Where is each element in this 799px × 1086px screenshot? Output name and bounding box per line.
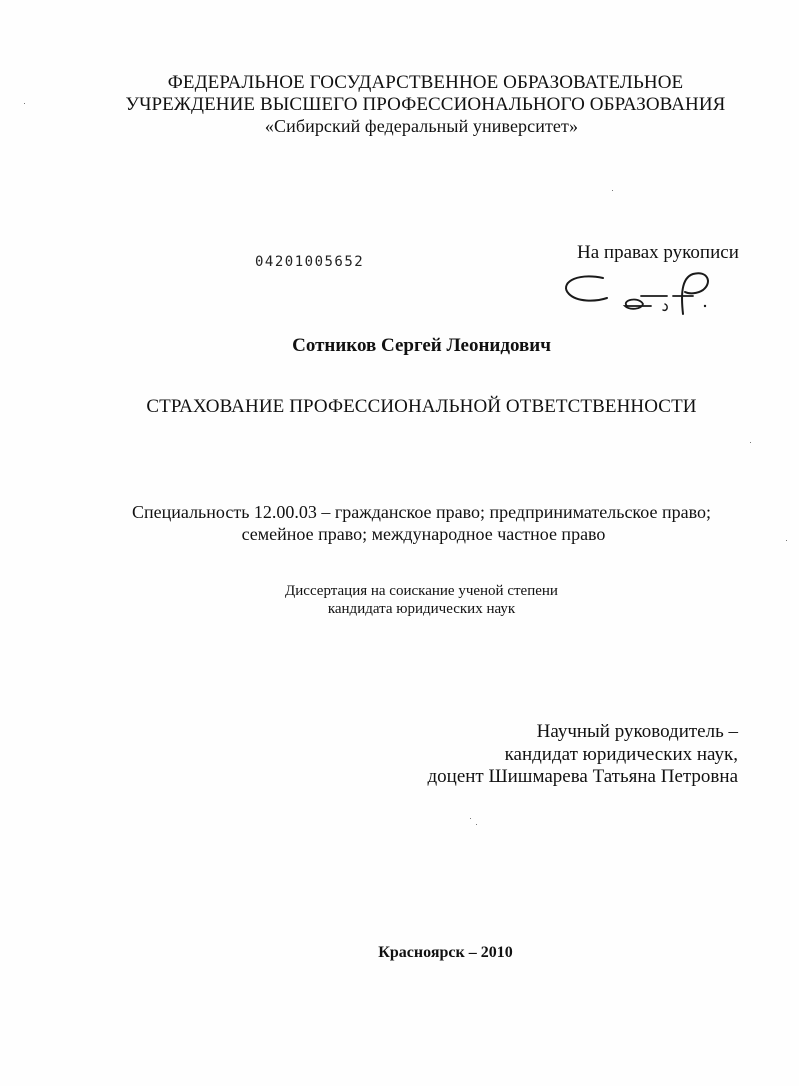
supervisor-name: доцент Шишмарева Татьяна Петровна <box>427 766 738 787</box>
scan-speck <box>750 442 751 443</box>
registration-code: 04201005652 <box>255 254 365 270</box>
institution-line-1: ФЕДЕРАЛЬНОЕ ГОСУДАРСТВЕННОЕ ОБРАЗОВАТЕЛЬНОЕ <box>167 72 684 93</box>
city-year: Красноярск – 2010 <box>378 944 513 961</box>
supervisor-degree: кандидат юридических наук, <box>504 744 738 765</box>
scan-speck <box>476 824 477 825</box>
author-name: Сотников Сергей Леонидович <box>292 335 551 356</box>
scan-speck <box>786 540 787 541</box>
handwritten-signature <box>555 266 730 318</box>
dissertation-degree-line-1: Диссертация на соискание ученой степени <box>285 583 558 599</box>
specialty-line-2: семейное право; международное частное право <box>241 524 606 544</box>
dissertation-title: СТРАХОВАНИЕ ПРОФЕССИОНАЛЬНОЙ ОТВЕТСТВЕННОСТИ <box>146 396 697 417</box>
specialty-line-1: Специальность 12.00.03 – гражданское право; предпринимательское право; <box>132 502 711 522</box>
scan-speck <box>24 103 25 104</box>
institution-line-2: УЧРЕЖДЕНИЕ ВЫСШЕГО ПРОФЕССИОНАЛЬНОГО ОБРАЗОВАНИЯ <box>125 94 726 115</box>
university-name: «Сибирский федеральный университет» <box>264 116 579 136</box>
supervisor-role: Научный руководитель – <box>536 721 738 742</box>
manuscript-note: На правах рукописи <box>577 242 739 263</box>
scan-speck <box>470 818 471 819</box>
dissertation-degree-line-2: кандидата юридических наук <box>327 601 516 617</box>
scan-speck <box>612 190 613 191</box>
